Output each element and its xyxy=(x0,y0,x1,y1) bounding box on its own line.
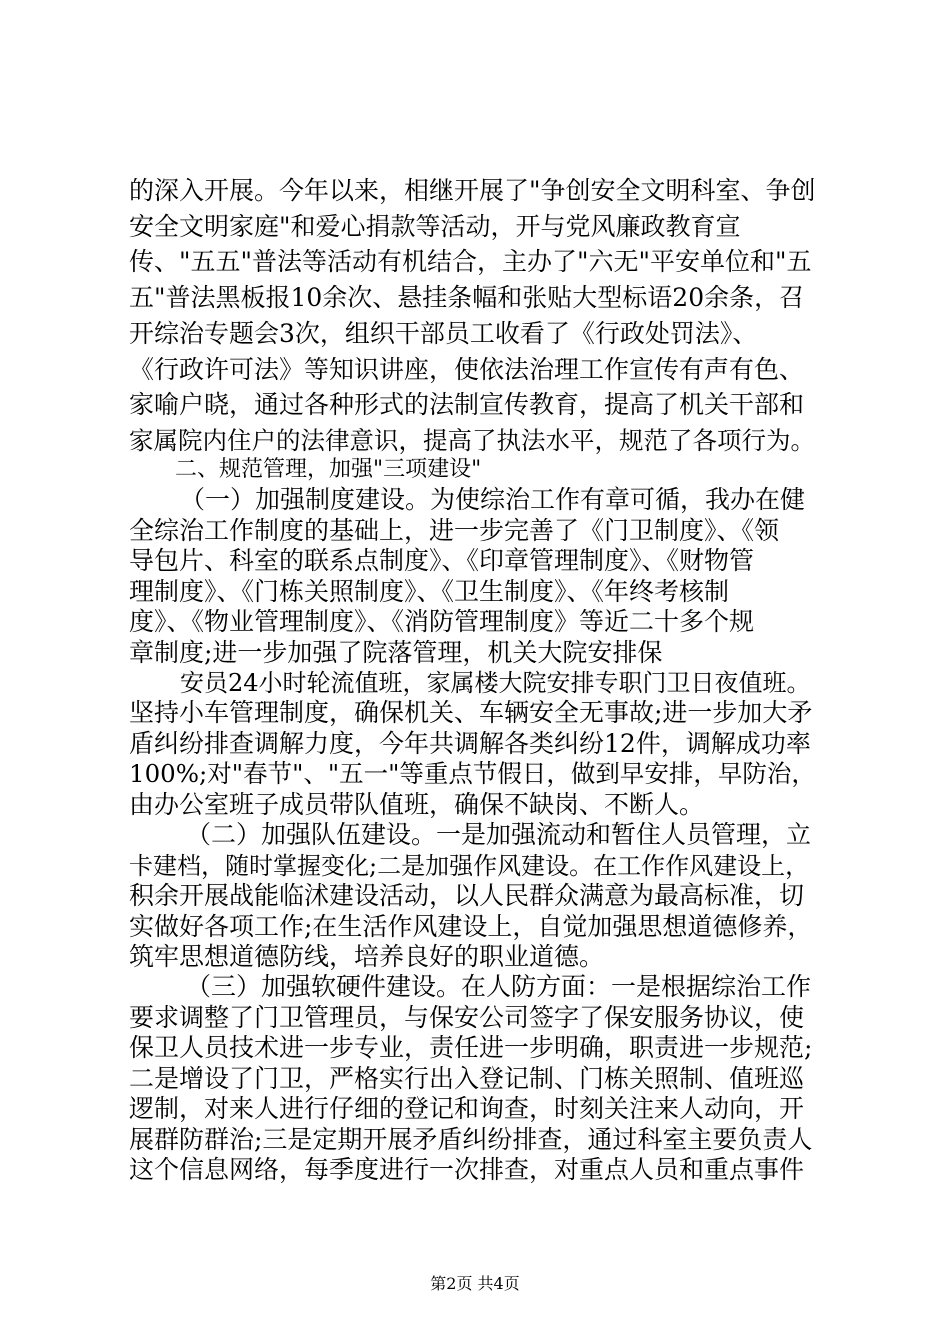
paragraph-line: 导包片、科室的联系点制度》、《印章管理制度》、《财物管 xyxy=(129,546,755,575)
paragraph-line: 逻制，对来人进行仔细的登记和询查，时刻关注来人动向，开 xyxy=(129,1094,805,1123)
paragraph-line: 展群防群治;三是定期开展矛盾纠纷排查，通过科室主要负责人 xyxy=(129,1125,813,1154)
paragraph-line: 家属院内住户的法律意识，提高了执法水平，规范了各项行为。 xyxy=(129,426,815,455)
paragraph-line: 由办公室班子成员带队值班，确保不缺岗、不断人。 xyxy=(129,790,705,819)
paragraph-line: 这个信息网络，每季度进行一次排查，对重点人员和重点事件 xyxy=(129,1155,805,1184)
paragraph-line: 要求调整了门卫管理员，与保安公司签字了保安服务协议，使 xyxy=(129,1003,805,1032)
paragraph-line: 安全文明家庭"和爱心捐款等活动，开与党风廉政教育宣 xyxy=(129,212,741,241)
paragraph-line: 盾纠纷排查调解力度，今年共调解各类纠纷12件，调解成功率 xyxy=(129,729,811,758)
paragraph-line: 坚持小车管理制度，确保机关、车辆安全无事故;进一步加大矛 xyxy=(129,698,813,727)
paragraph-line: 五"普法黑板报10余次、悬挂条幅和张贴大型标语20余条，召 xyxy=(129,283,805,312)
paragraph-line: 卡建档，随时掌握变化;二是加强作风建设。在工作作风建设上， xyxy=(129,852,810,880)
paragraph-line: （一）加强制度建设。为使综治工作有章可循，我办在健 xyxy=(180,485,806,514)
paragraph-line: 章制度;进一步加强了院落管理，机关大院安排保 xyxy=(129,638,663,667)
paragraph-line: 二是增设了门卫，严格实行出入登记制、门栋关照制、值班巡 xyxy=(129,1064,805,1093)
paragraph-line: 全综治工作制度的基础上，进一步完善了《门卫制度》、《领 xyxy=(129,516,780,545)
paragraph-line: 筑牢思想道德防线，培养良好的职业道德。 xyxy=(129,942,605,971)
paragraph-line: 的深入开展。今年以来，相继开展了"争创安全文明科室、争创 xyxy=(129,176,816,205)
paragraph-line: 理制度》、《门栋关照制度》、《卫生制度》、《年终考核制 xyxy=(129,577,730,606)
section-heading: 二、规范管理，加强"三项建设" xyxy=(175,457,482,482)
paragraph-line: 实做好各项工作;在生活作风建设上，自觉加强思想道德修养， xyxy=(129,912,813,941)
page-footer: 第2页 共4页 xyxy=(430,1274,520,1293)
paragraph-line: 家喻户晓，通过各种形式的法制宣传教育，提高了机关干部和 xyxy=(129,390,805,419)
paragraph-line: 度》、《物业管理制度》、《消防管理制度》等近二十多个规 xyxy=(129,607,755,636)
paragraph-line: 安员24小时轮流值班，家属楼大院安排专职门卫日夜值班。 xyxy=(180,669,811,697)
paragraph-line: 积余开展战能临沭建设活动，以人民群众满意为最高标准，切 xyxy=(129,881,805,910)
paragraph-line: 保卫人员技术进一步专业，责任进一步明确，职责进一步规范; xyxy=(129,1033,813,1062)
paragraph-line: 传、"五五"普法等活动有机结合，主办了"六无"平安单位和"五 xyxy=(129,247,812,276)
paragraph-line: （三）加强软硬件建设。在人防方面：一是根据综治工作 xyxy=(186,972,812,1001)
paragraph-line: 《行政许可法》等知识讲座，使依法治理工作宣传有声有色、 xyxy=(129,355,805,384)
paragraph-line: （二）加强队伍建设。一是加强流动和暂住人员管理，立 xyxy=(186,820,812,849)
paragraph-line: 100%;对"春节"、"五一"等重点节假日，做到早安排，早防治， xyxy=(129,759,816,788)
paragraph-line: 开综治专题会3次，组织干部员工收看了《行政处罚法》、 xyxy=(129,319,758,348)
